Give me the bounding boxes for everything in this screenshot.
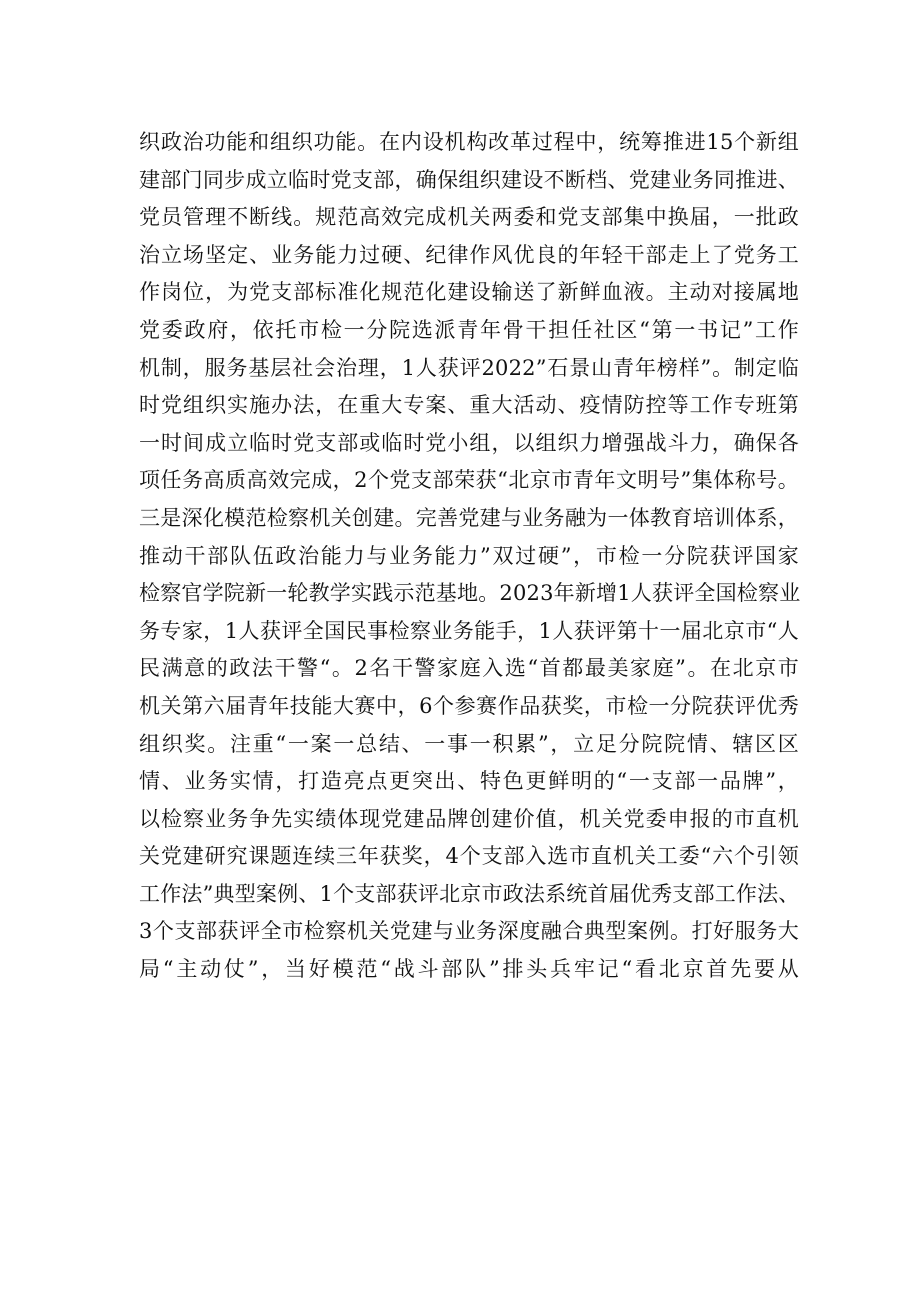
text-line: 民满意的政法干警“。2名干警家庭入选“首都最美家庭”。在北京市	[139, 656, 799, 681]
text-line: 检察官学院新一轮教学实践示范基地。2023年新增1人获评全国检察业	[139, 581, 801, 606]
text-line: 机制，服务基层社会治理，1人获评2022”石景山青年榜样”。制定临	[139, 355, 799, 380]
text-line: 机关第六届青年技能大赛中，6个参赛作品获奖，市检一分院获评优秀	[139, 693, 799, 718]
text-line: 一时间成立临时党支部或临时党小组，以组织力增强战斗力，确保各	[139, 430, 799, 455]
text-line: 3个支部获评全市检察机关党建与业务深度融合典型案例。打好服务大	[139, 919, 799, 944]
text-line: 作岗位，为党支部标准化规范化建设输送了新鲜血液。主动对接属地	[139, 280, 799, 305]
text-line: 务专家，1人获评全国民事检察业务能手，1人获评第十一届北京市“人	[139, 618, 799, 643]
text-line: 时党组织实施办法，在重大专案、重大活动、疫情防控等工作专班第	[139, 393, 799, 418]
text-line: 情、业务实情，打造亮点更突出、特色更鲜明的“一支部一品牌”，	[139, 769, 799, 794]
text-line: 局“主动仗”，当好模范“战斗部队”排头兵牢记“看北京首先要从	[139, 957, 799, 982]
text-line: 三是深化模范检察机关创建。完善党建与业务融为一体教育培训体系，	[139, 505, 799, 530]
text-line: 关党建研究课题连续三年获奖，4个支部入选市直机关工委“六个引领	[139, 844, 799, 869]
text-line: 推动干部队伍政治能力与业务能力”双过硬”，市检一分院获评国家	[139, 543, 799, 568]
text-line: 建部门同步成立临时党支部，确保组织建设不断档、党建业务同推进、	[139, 167, 799, 192]
text-line: 工作法”典型案例、1个支部获评北京市政法系统首届优秀支部工作法、	[139, 881, 800, 906]
text-line: 党委政府，依托市检一分院选派青年骨干担任社区“第一书记”工作	[139, 317, 799, 342]
text-line: 党员管理不断线。规范高效完成机关两委和党支部集中换届，一批政	[139, 205, 799, 230]
body-text	[139, 124, 799, 989]
text-line: 治立场坚定、业务能力过硬、纪律作风优良的年轻干部走上了党务工	[139, 242, 799, 267]
text-line: 织政治功能和组织功能。在内设机构改革过程中，统筹推进15个新组	[139, 130, 799, 154]
text-line: 项任务高质高效完成，2个党支部荣获“北京市青年文明号”集体称号。	[139, 468, 799, 493]
text-line: 组织奖。注重“一案一总结、一事一积累”，立足分院院情、辖区区	[139, 731, 799, 756]
text-line: 以检察业务争先实绩体现党建品牌创建价值，机关党委申报的市直机	[139, 806, 799, 831]
